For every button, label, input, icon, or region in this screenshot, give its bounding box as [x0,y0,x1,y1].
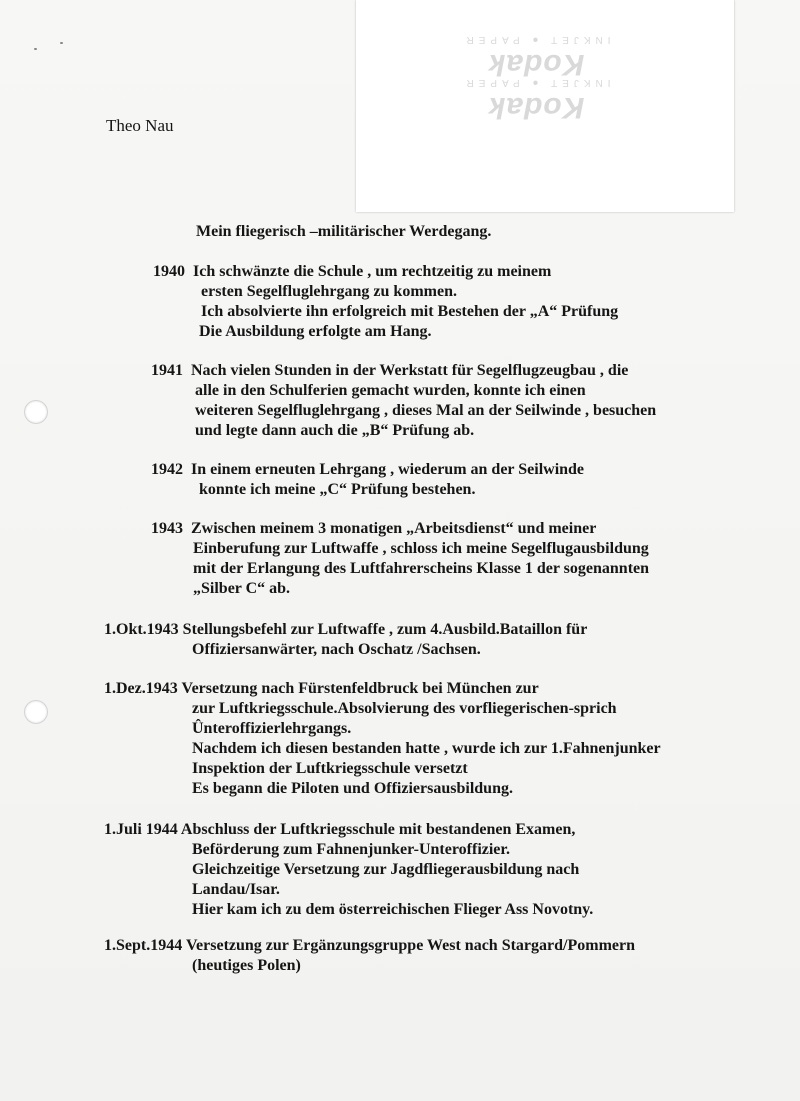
entry-line: Offiziersanwärter, nach Oschatz /Sachsen. [192,641,481,658]
entry-dez-1943 [104,679,661,799]
document-title: Mein fliegerisch –militärischer Werdegang. [196,223,492,240]
author-name: Theo Nau [106,116,174,135]
entry-line: und legte dann auch die „B“ Prüfung ab. [195,422,475,439]
entry-sept-1944 [104,936,635,976]
entry-line: Die Ausbildung erfolgte am Hang. [199,323,432,340]
entry-line: Gleichzeitige Versetzung zur Jagdfliegerausbildung nach [192,861,580,878]
entry-1942 [151,460,584,500]
scan-speck [34,48,37,50]
entry-line: Es begann die Piloten und Offiziersausbildung. [192,780,513,797]
entry-line: 1942 In einem erneuten Lehrgang , wiederum an der Seilwinde [151,461,585,478]
entry-line: ersten Segelfluglehrgang zu kommen. [201,283,457,300]
entry-okt-1943 [104,620,587,660]
paper-label-sticker [356,0,734,212]
entry-line: zur Luftkriegsschule.Absolvierung des vorfliegerischen-sprich [192,700,617,717]
entry-date: 1941 [151,362,183,379]
entry-line: alle in den Schulferien gemacht wurden, konnte ich einen [195,382,586,399]
entry-line: 1941 Nach vielen Stunden in der Werkstatt für Segelflugzeugbau , die [151,362,629,379]
entry-line: 1943 Zwischen meinem 3 monatigen „Arbeitsdienst“ und meiner [151,520,597,537]
entry-line: konnte ich meine „C“ Prüfung bestehen. [199,481,476,498]
entry-line: Hier kam ich zu dem österreichischen Flieger Ass Novotny. [192,901,594,918]
entry-line: 1940 Ich schwänzte die Schule , um rechtzeitig zu meinem [153,263,552,280]
entry-date: 1940 [153,263,185,280]
entry-line: Beförderung zum Fahnenjunker-Unteroffizier. [192,841,511,858]
entry-line: Einberufung zur Luftwaffe , schloss ich meine Segelflugausbildung [193,540,649,557]
punch-hole-lower [24,700,48,724]
watermark-brand: Kodak [487,91,585,124]
entry-line: (heutiges Polen) [192,957,301,974]
entry-line: Ûnteroffizierlehrgangs. [192,720,352,737]
entry-line: Inspektion der Luftkriegsschule versetzt [192,760,468,777]
entry-date: 1.Okt.1943 [104,621,179,638]
entry-line: „Silber C“ ab. [193,580,291,597]
kodak-watermark [386,14,686,124]
watermark-brand-repeat: Kodak [487,48,585,81]
entry-line: 1.Dez.1943 Versetzung nach Fürstenfeldbruck bei München zur [104,680,539,697]
entry-line: weiteren Segelfluglehrgang , dieses Mal an der Seilwinde , besuchen [195,402,657,419]
entry-line: mit der Erlangung des Luftfahrerscheins Klasse 1 der sogenannten [193,560,650,577]
scan-speck [60,42,63,44]
entry-date: 1.Juli 1944 [104,821,178,838]
watermark-subtitle: INKJET ● PAPER [461,77,611,88]
entry-1941 [151,361,656,441]
entry-date: 1942 [151,461,183,478]
entry-1940 [153,262,618,342]
entry-line: 1.Okt.1943 Stellungsbefehl zur Luftwaffe , zum 4.Ausbild.Bataillon für [104,621,588,638]
entry-line: 1.Juli 1944 Abschluss der Luftkriegsschule mit bestandenen Examen, [104,821,576,838]
entry-date: 1943 [151,520,183,537]
entry-line: Nachdem ich diesen bestanden hatte , wurde ich zur 1.Fahnenjunker [192,740,661,757]
entry-line: 1.Sept.1944 Versetzung zur Ergänzungsgruppe West nach Stargard/Pommern [104,937,635,954]
entry-juli-1944 [104,820,593,920]
punch-hole-upper [24,400,48,424]
watermark-subtitle-repeat: INKJET ● PAPER [461,34,611,45]
entry-date: 1.Dez.1943 [104,680,178,697]
entry-line: Landau/Isar. [192,881,280,898]
entry-line: Ich absolvierte ihn erfolgreich mit Bestehen der „A“ Prüfung [201,303,619,320]
entry-1943 [151,519,649,599]
entry-date: 1.Sept.1944 [104,937,183,954]
